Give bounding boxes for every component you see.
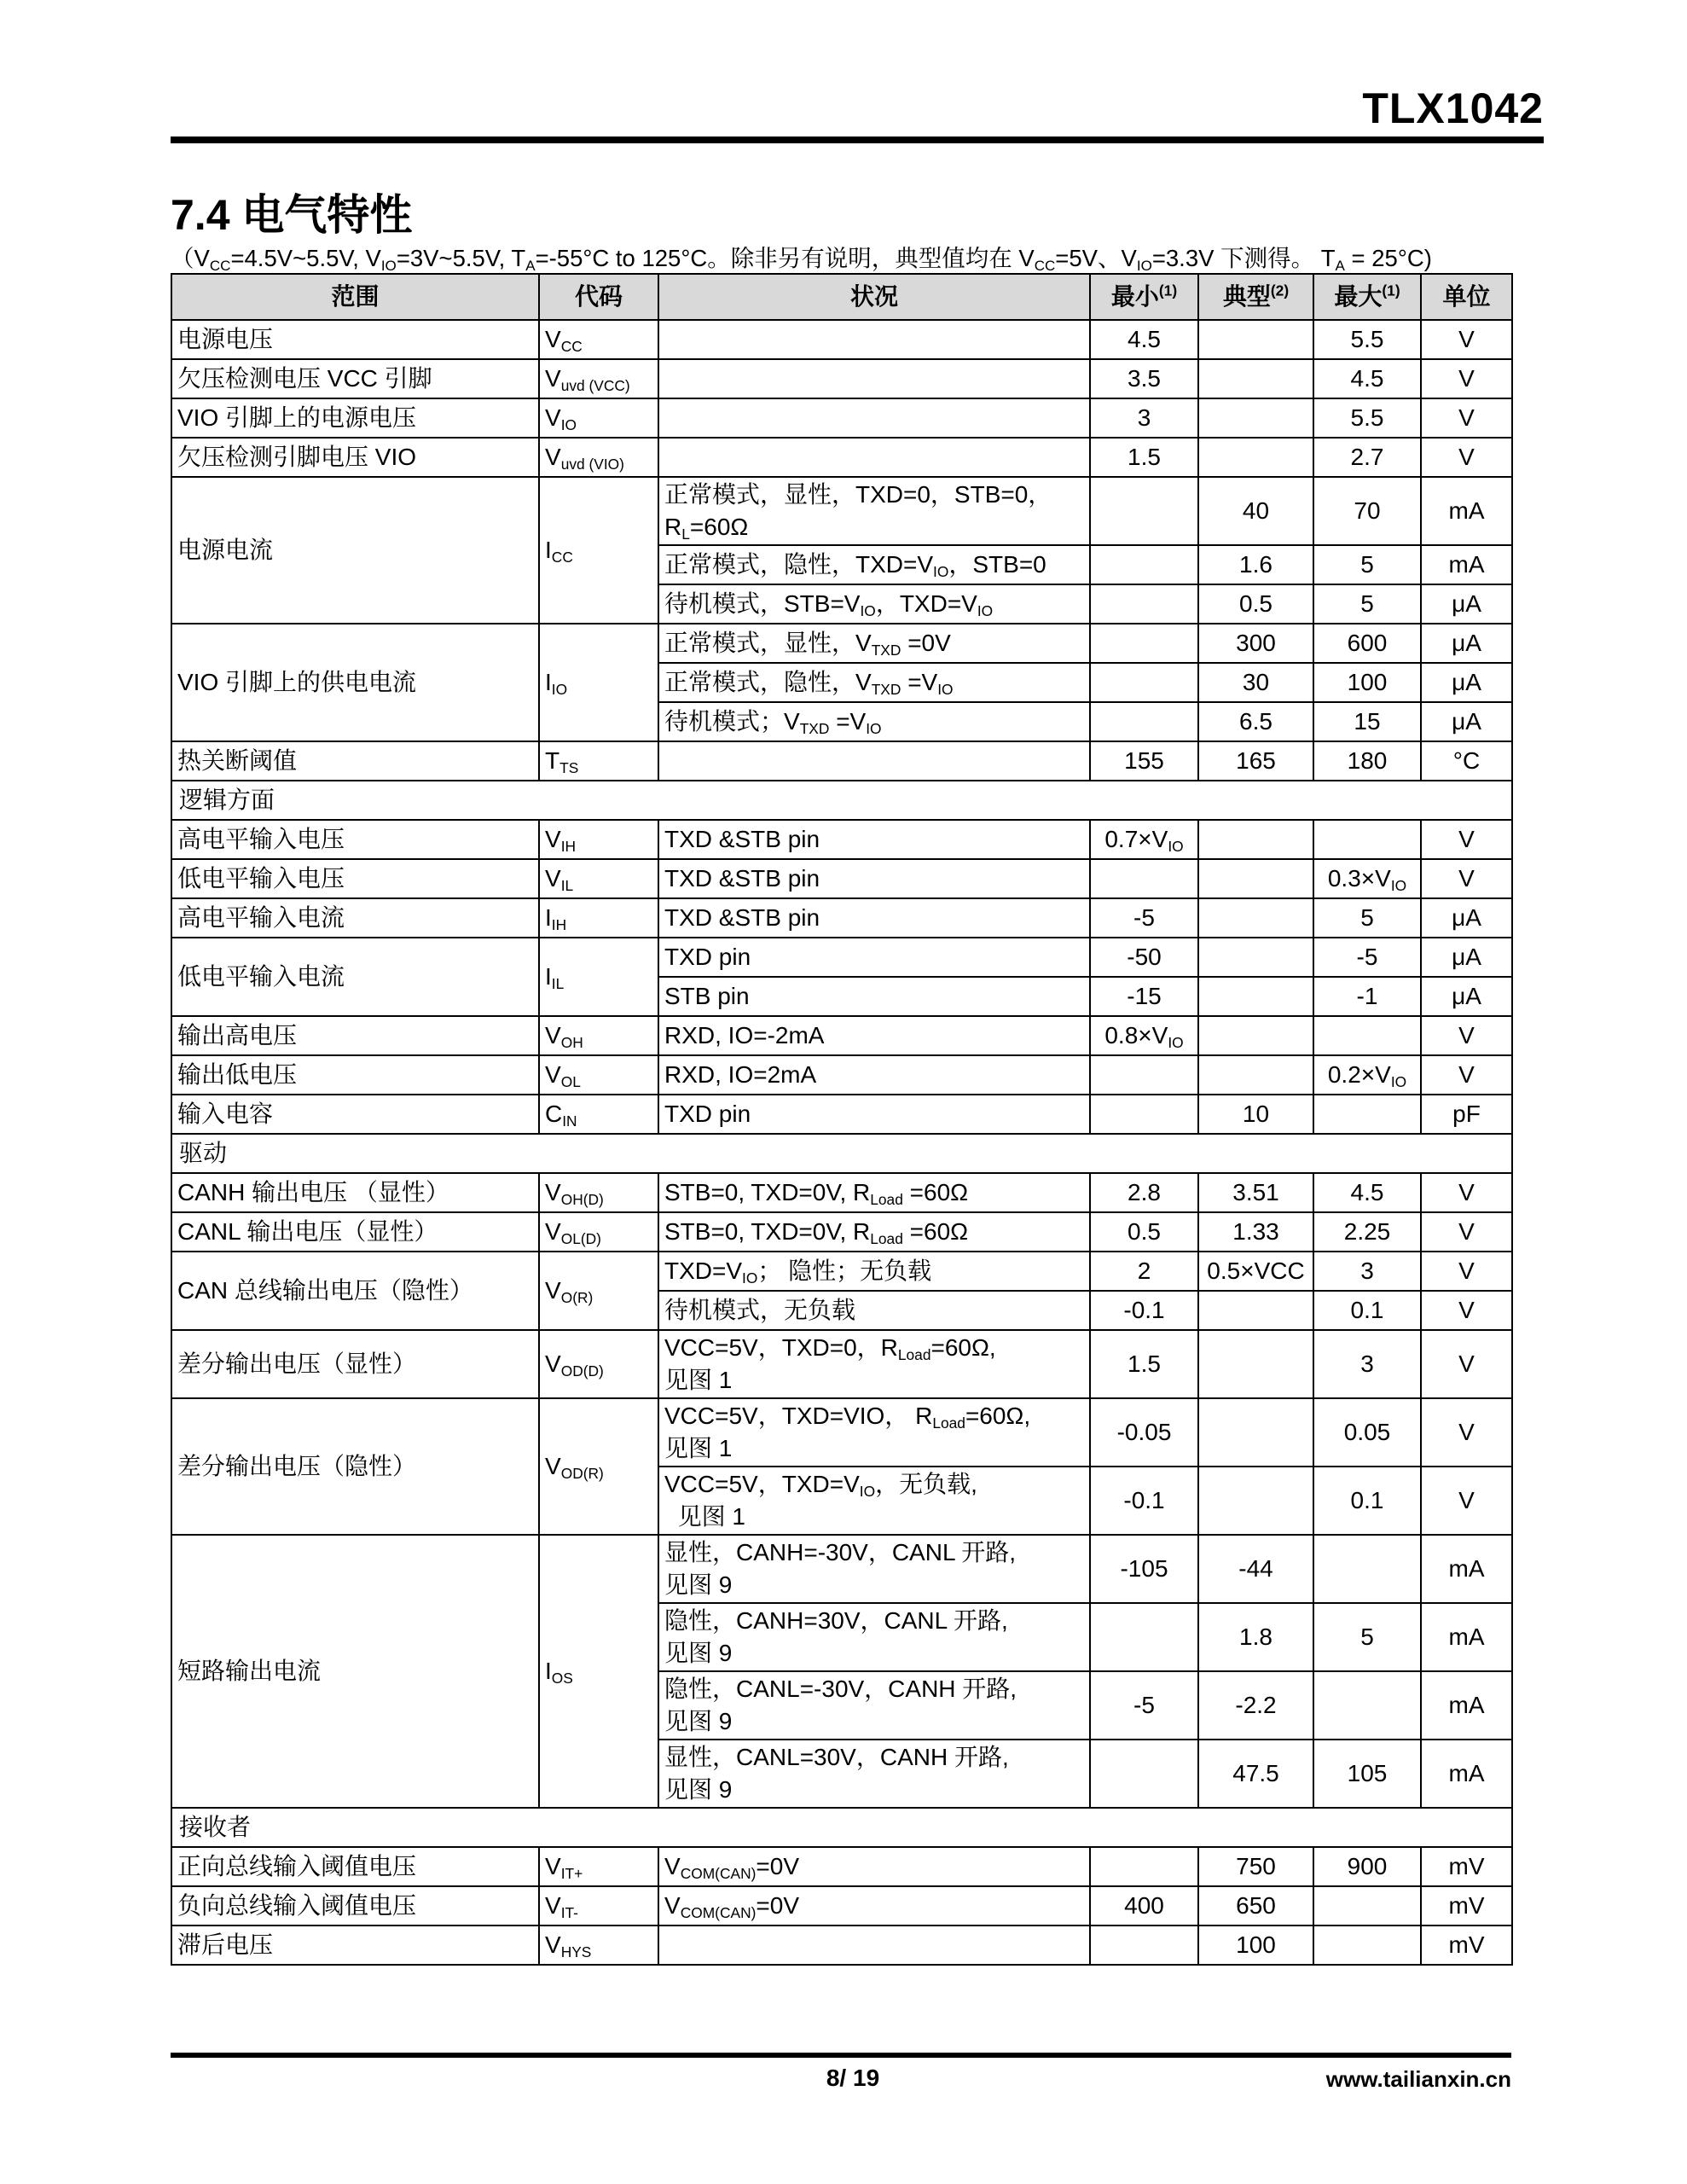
param-condition: 待机模式；$V_{TXD} =V_{IO}$ xyxy=(658,702,1090,741)
max-value: 15 xyxy=(1313,702,1421,741)
param-condition: TXD &STB pin xyxy=(658,820,1090,859)
param-symbol: $V_{IH}$ xyxy=(539,820,658,859)
param-condition xyxy=(658,741,1090,781)
param-symbol: $V_{OH(D)}$ xyxy=(539,1173,658,1212)
param-condition: 隐性，CANH=30V，CANL 开路, 见图 9 xyxy=(658,1603,1090,1671)
table-row xyxy=(171,1055,1512,1095)
table-row xyxy=(171,1095,1512,1134)
max-value xyxy=(1313,1535,1421,1603)
min-value xyxy=(1090,663,1198,702)
param-condition: VCC=5V，TXD=0，$R_{Load}=60\Omega$, 见图 1 xyxy=(658,1330,1090,1398)
param-name: 热关断阈值 xyxy=(171,741,539,781)
param-condition: 正常模式，显性，$V_{TXD} =0V$ xyxy=(658,624,1090,663)
footer-divider xyxy=(171,2053,1511,2058)
typ-value xyxy=(1198,1330,1313,1398)
max-value: 70 xyxy=(1313,477,1421,545)
unit-value: mA xyxy=(1421,477,1512,545)
table-row xyxy=(171,1252,1512,1291)
param-symbol: $V_{IT-}$ xyxy=(539,1886,658,1926)
table-row xyxy=(171,859,1512,898)
unit-value: °C xyxy=(1421,741,1512,781)
param-condition xyxy=(658,320,1090,359)
max-value: 3 xyxy=(1313,1330,1421,1398)
min-value xyxy=(1090,624,1198,663)
typ-value xyxy=(1198,977,1313,1016)
min-value: 1.5 xyxy=(1090,1330,1198,1398)
unit-value: mA xyxy=(1421,545,1512,584)
param-condition xyxy=(658,359,1090,398)
unit-value: mA xyxy=(1421,1671,1512,1740)
param-symbol: $V_{OD(R)}$ xyxy=(539,1398,658,1535)
param-condition: TXD &STB pin xyxy=(658,859,1090,898)
param-condition: 显性，CANL=30V，CANH 开路, 见图 9 xyxy=(658,1740,1090,1808)
max-value xyxy=(1313,1095,1421,1134)
typ-value xyxy=(1198,1055,1313,1095)
header-condition: 状况 xyxy=(658,274,1090,320)
param-condition: 正常模式，隐性，$TXD=V_{IO}$，STB=0 xyxy=(658,545,1090,584)
param-symbol: $V_{HYS}$ xyxy=(539,1926,658,1965)
unit-value: μA xyxy=(1421,584,1512,624)
max-value xyxy=(1313,1926,1421,1965)
param-name: 输入电容 xyxy=(171,1095,539,1134)
max-value: 5 xyxy=(1313,898,1421,938)
typ-value xyxy=(1198,1398,1313,1467)
max-value: 0.1 xyxy=(1313,1467,1421,1535)
min-value: 155 xyxy=(1090,741,1198,781)
param-symbol: $I_{CC}$ xyxy=(539,477,658,624)
param-condition: STB=0, TXD=0V, $R_{Load} =60\Omega$ xyxy=(658,1212,1090,1252)
typ-value: 750 xyxy=(1198,1847,1313,1886)
min-value: -105 xyxy=(1090,1535,1198,1603)
test-conditions: （$V_{CC}=4.5V\sim 5.5V$, $V_{IO}=3V\sim 5.5V$, $T_A=-55^\circ C$ to 125°C。除非另有说明，典型值均在 $V_{CC}=5V$、$V_{IO}=3.3V$ 下测得。 $T_A = 25^\circ C$) xyxy=(171,245,1432,274)
section-label: 接收者 xyxy=(171,1808,1512,1847)
unit-value: mV xyxy=(1421,1847,1512,1886)
unit-value: pF xyxy=(1421,1095,1512,1134)
param-name: 低电平输入电压 xyxy=(171,859,539,898)
table-row xyxy=(171,1535,1512,1603)
unit-value: μA xyxy=(1421,624,1512,663)
section-row xyxy=(171,1808,1512,1847)
min-value: -0.1 xyxy=(1090,1291,1198,1330)
param-condition xyxy=(658,438,1090,477)
typ-value: 0.5 xyxy=(1198,584,1313,624)
typ-value xyxy=(1198,398,1313,438)
table-row xyxy=(171,1398,1512,1467)
param-name: 输出高电压 xyxy=(171,1016,539,1055)
param-name: 负向总线输入阈值电压 xyxy=(171,1886,539,1926)
unit-value: V xyxy=(1421,320,1512,359)
param-name: CAN 总线输出电压（隐性） xyxy=(171,1252,539,1330)
typ-value: 165 xyxy=(1198,741,1313,781)
min-value: 2.8 xyxy=(1090,1173,1198,1212)
section-title: 7.4 电气特性 xyxy=(171,191,413,239)
min-value: 3 xyxy=(1090,398,1198,438)
unit-value: V xyxy=(1421,1173,1512,1212)
param-condition: TXD &STB pin xyxy=(658,898,1090,938)
table-row xyxy=(171,438,1512,477)
param-name: VIO 引脚上的供电电流 xyxy=(171,624,539,741)
param-condition: VCC=5V，TXD=VIO， $R_{Load}=60\Omega$, 见图 1 xyxy=(658,1398,1090,1467)
min-value xyxy=(1090,702,1198,741)
param-condition: $V_{COM(CAN)}=0V$ xyxy=(658,1886,1090,1926)
param-symbol: $T_{TS}$ xyxy=(539,741,658,781)
unit-value: μA xyxy=(1421,663,1512,702)
param-name: 正向总线输入阈值电压 xyxy=(171,1847,539,1886)
param-name: 差分输出电压（显性） xyxy=(171,1330,539,1398)
max-value xyxy=(1313,1671,1421,1740)
param-symbol: $V_{O(R)}$ xyxy=(539,1252,658,1330)
min-value: $0.7\times V_{IO}$ xyxy=(1090,820,1198,859)
param-condition: 待机模式，$STB=V_{IO}$，$TXD=V_{IO}$ xyxy=(658,584,1090,624)
min-value: 1.5 xyxy=(1090,438,1198,477)
section-label: 驱动 xyxy=(171,1134,1512,1173)
param-condition: STB=0, TXD=0V, $R_{Load} =60\Omega$ xyxy=(658,1173,1090,1212)
typ-value xyxy=(1198,859,1313,898)
min-value: 0.5 xyxy=(1090,1212,1198,1252)
typ-value: -2.2 xyxy=(1198,1671,1313,1740)
electrical-characteristics-table xyxy=(171,273,1513,1966)
min-value xyxy=(1090,545,1198,584)
typ-value xyxy=(1198,898,1313,938)
param-name: 高电平输入电流 xyxy=(171,898,539,938)
unit-value: μA xyxy=(1421,977,1512,1016)
param-name: 电源电压 xyxy=(171,320,539,359)
param-condition: TXD pin xyxy=(658,1095,1090,1134)
unit-value: mV xyxy=(1421,1926,1512,1965)
param-condition: 待机模式，无负载 xyxy=(658,1291,1090,1330)
param-condition: STB pin xyxy=(658,977,1090,1016)
table-row xyxy=(171,1016,1512,1055)
param-condition: RXD, IO=2mA xyxy=(658,1055,1090,1095)
param-name: 欠压检测电压 VCC 引脚 xyxy=(171,359,539,398)
max-value: 105 xyxy=(1313,1740,1421,1808)
param-symbol: $I_{OS}$ xyxy=(539,1535,658,1808)
unit-value: V xyxy=(1421,820,1512,859)
section-row xyxy=(171,1134,1512,1173)
min-value xyxy=(1090,1095,1198,1134)
max-value: 900 xyxy=(1313,1847,1421,1886)
param-symbol: $V_{OH}$ xyxy=(539,1016,658,1055)
typ-value: 300 xyxy=(1198,624,1313,663)
header-typ: 典型$^{(2)}$ xyxy=(1198,274,1313,320)
table-row xyxy=(171,624,1512,663)
min-value xyxy=(1090,1603,1198,1671)
unit-value: V xyxy=(1421,1252,1512,1291)
typ-value xyxy=(1198,1467,1313,1535)
max-value: 4.5 xyxy=(1313,1173,1421,1212)
table-row xyxy=(171,820,1512,859)
max-value: 2.7 xyxy=(1313,438,1421,477)
param-name: 差分输出电压（隐性） xyxy=(171,1398,539,1535)
min-value xyxy=(1090,477,1198,545)
table-row xyxy=(171,741,1512,781)
typ-value: 30 xyxy=(1198,663,1313,702)
table-row xyxy=(171,1886,1512,1926)
table-row xyxy=(171,398,1512,438)
typ-value: 40 xyxy=(1198,477,1313,545)
unit-value: μA xyxy=(1421,702,1512,741)
min-value xyxy=(1090,1926,1198,1965)
unit-value: V xyxy=(1421,1016,1512,1055)
table-row xyxy=(171,320,1512,359)
param-symbol: $V_{OD(D)}$ xyxy=(539,1330,658,1398)
param-condition: $TXD=V_{IO}$； 隐性；无负载 xyxy=(658,1252,1090,1291)
typ-value: 650 xyxy=(1198,1886,1313,1926)
unit-value: V xyxy=(1421,859,1512,898)
min-value: 3.5 xyxy=(1090,359,1198,398)
param-condition xyxy=(658,1926,1090,1965)
param-condition xyxy=(658,398,1090,438)
max-value: 600 xyxy=(1313,624,1421,663)
table-header-row xyxy=(171,274,1512,320)
max-value: $0.2\times V_{IO}$ xyxy=(1313,1055,1421,1095)
max-value xyxy=(1313,1886,1421,1926)
param-name: 低电平输入电流 xyxy=(171,938,539,1016)
max-value xyxy=(1313,1016,1421,1055)
unit-value: V xyxy=(1421,1055,1512,1095)
param-condition: 显性，CANH=-30V，CANL 开路, 见图 9 xyxy=(658,1535,1090,1603)
unit-value: V xyxy=(1421,1467,1512,1535)
min-value: -0.05 xyxy=(1090,1398,1198,1467)
max-value: 180 xyxy=(1313,741,1421,781)
param-symbol: $V_{uvd (VCC)}$ xyxy=(539,359,658,398)
param-symbol: $V_{uvd (VIO)}$ xyxy=(539,438,658,477)
max-value: 4.5 xyxy=(1313,359,1421,398)
param-name: 欠压检测引脚电压 VIO xyxy=(171,438,539,477)
table-row xyxy=(171,898,1512,938)
min-value: -50 xyxy=(1090,938,1198,977)
section-label: 逻辑方面 xyxy=(171,781,1512,820)
unit-value: mA xyxy=(1421,1740,1512,1808)
typ-value: 100 xyxy=(1198,1926,1313,1965)
param-symbol: $V_{IT+}$ xyxy=(539,1847,658,1886)
table-row xyxy=(171,477,1512,545)
unit-value: μA xyxy=(1421,938,1512,977)
typ-value: 47.5 xyxy=(1198,1740,1313,1808)
min-value: -15 xyxy=(1090,977,1198,1016)
param-condition: 正常模式，显性，TXD=0，STB=0， $R_L=60\Omega$ xyxy=(658,477,1090,545)
param-symbol: $I_{IO}$ xyxy=(539,624,658,741)
param-symbol: $V_{IL}$ xyxy=(539,859,658,898)
page-number: 8/ 19 xyxy=(826,2065,880,2091)
min-value: -5 xyxy=(1090,898,1198,938)
max-value: 5 xyxy=(1313,545,1421,584)
param-name: 滞后电压 xyxy=(171,1926,539,1965)
max-value: 2.25 xyxy=(1313,1212,1421,1252)
min-value xyxy=(1090,1055,1198,1095)
min-value: $0.8\times V_{IO}$ xyxy=(1090,1016,1198,1055)
max-value xyxy=(1313,820,1421,859)
max-value: 5.5 xyxy=(1313,320,1421,359)
unit-value: V xyxy=(1421,1398,1512,1467)
min-value: -5 xyxy=(1090,1671,1198,1740)
param-name: VIO 引脚上的电源电压 xyxy=(171,398,539,438)
typ-value xyxy=(1198,938,1313,977)
param-symbol: $V_{CC}$ xyxy=(539,320,658,359)
min-value xyxy=(1090,584,1198,624)
param-symbol: $I_{IH}$ xyxy=(539,898,658,938)
param-symbol: $V_{IO}$ xyxy=(539,398,658,438)
header-code: 代码 xyxy=(539,274,658,320)
min-value: -0.1 xyxy=(1090,1467,1198,1535)
max-value: 3 xyxy=(1313,1252,1421,1291)
max-value: 100 xyxy=(1313,663,1421,702)
typ-value xyxy=(1198,820,1313,859)
param-name: 高电平输入电压 xyxy=(171,820,539,859)
typ-value: 1.33 xyxy=(1198,1212,1313,1252)
param-symbol: $V_{OL}$ xyxy=(539,1055,658,1095)
param-name: CANL 输出电压（显性） xyxy=(171,1212,539,1252)
max-value: 5.5 xyxy=(1313,398,1421,438)
param-name: 短路输出电流 xyxy=(171,1535,539,1808)
min-value: 400 xyxy=(1090,1886,1198,1926)
max-value: $0.3\times V_{IO}$ xyxy=(1313,859,1421,898)
document-title: TLX1042 xyxy=(1362,84,1544,132)
param-condition: $V_{COM(CAN)}=0V$ xyxy=(658,1847,1090,1886)
param-condition: 隐性，CANL=-30V，CANH 开路, 见图 9 xyxy=(658,1671,1090,1740)
param-condition: VCC=5V，$TXD=V_{IO}$，无负载, 见图 1 xyxy=(658,1467,1090,1535)
section-row xyxy=(171,781,1512,820)
typ-value: 1.8 xyxy=(1198,1603,1313,1671)
unit-value: μA xyxy=(1421,898,1512,938)
unit-value: V xyxy=(1421,1330,1512,1398)
unit-value: V xyxy=(1421,438,1512,477)
max-value: -5 xyxy=(1313,938,1421,977)
param-symbol: $C_{IN}$ xyxy=(539,1095,658,1134)
unit-value: V xyxy=(1421,398,1512,438)
table-row xyxy=(171,1212,1512,1252)
typ-value xyxy=(1198,1291,1313,1330)
unit-value: mA xyxy=(1421,1535,1512,1603)
param-condition: RXD, IO=-2mA xyxy=(658,1016,1090,1055)
min-value xyxy=(1090,1847,1198,1886)
typ-value xyxy=(1198,320,1313,359)
typ-value xyxy=(1198,438,1313,477)
param-symbol: $V_{OL(D)}$ xyxy=(539,1212,658,1252)
typ-value: 3.51 xyxy=(1198,1173,1313,1212)
typ-value xyxy=(1198,1016,1313,1055)
table-row xyxy=(171,938,1512,977)
typ-value: -44 xyxy=(1198,1535,1313,1603)
max-value: 5 xyxy=(1313,1603,1421,1671)
param-symbol: $I_{IL}$ xyxy=(539,938,658,1016)
param-condition: TXD pin xyxy=(658,938,1090,977)
header-max: 最大$^{(1)}$ xyxy=(1313,274,1421,320)
table-row xyxy=(171,1330,1512,1398)
param-name: 输出低电压 xyxy=(171,1055,539,1095)
param-name: 电源电流 xyxy=(171,477,539,624)
typ-value: 0.5×VCC xyxy=(1198,1252,1313,1291)
table-row xyxy=(171,1926,1512,1965)
param-condition: 正常模式，隐性，$V_{TXD} =V_{IO}$ xyxy=(658,663,1090,702)
header-unit: 单位 xyxy=(1421,274,1512,320)
table-row xyxy=(171,1847,1512,1886)
website-url: www.tailianxin.cn xyxy=(1325,2066,1511,2092)
max-value: 5 xyxy=(1313,584,1421,624)
unit-value: V xyxy=(1421,1291,1512,1330)
max-value: 0.1 xyxy=(1313,1291,1421,1330)
unit-value: mA xyxy=(1421,1603,1512,1671)
unit-value: V xyxy=(1421,1212,1512,1252)
min-value: 4.5 xyxy=(1090,320,1198,359)
max-value: 0.05 xyxy=(1313,1398,1421,1467)
header-range: 范围 xyxy=(171,274,539,320)
unit-value: V xyxy=(1421,359,1512,398)
table-row xyxy=(171,359,1512,398)
typ-value: 10 xyxy=(1198,1095,1313,1134)
max-value: -1 xyxy=(1313,977,1421,1016)
unit-value: mV xyxy=(1421,1886,1512,1926)
typ-value: 6.5 xyxy=(1198,702,1313,741)
min-value: 2 xyxy=(1090,1252,1198,1291)
min-value xyxy=(1090,1740,1198,1808)
header-min: 最小$^{(1)}$ xyxy=(1090,274,1198,320)
table-row xyxy=(171,1173,1512,1212)
min-value xyxy=(1090,859,1198,898)
typ-value: 1.6 xyxy=(1198,545,1313,584)
param-name: CANH 输出电压 （显性） xyxy=(171,1173,539,1212)
typ-value xyxy=(1198,359,1313,398)
header-divider xyxy=(171,136,1544,143)
